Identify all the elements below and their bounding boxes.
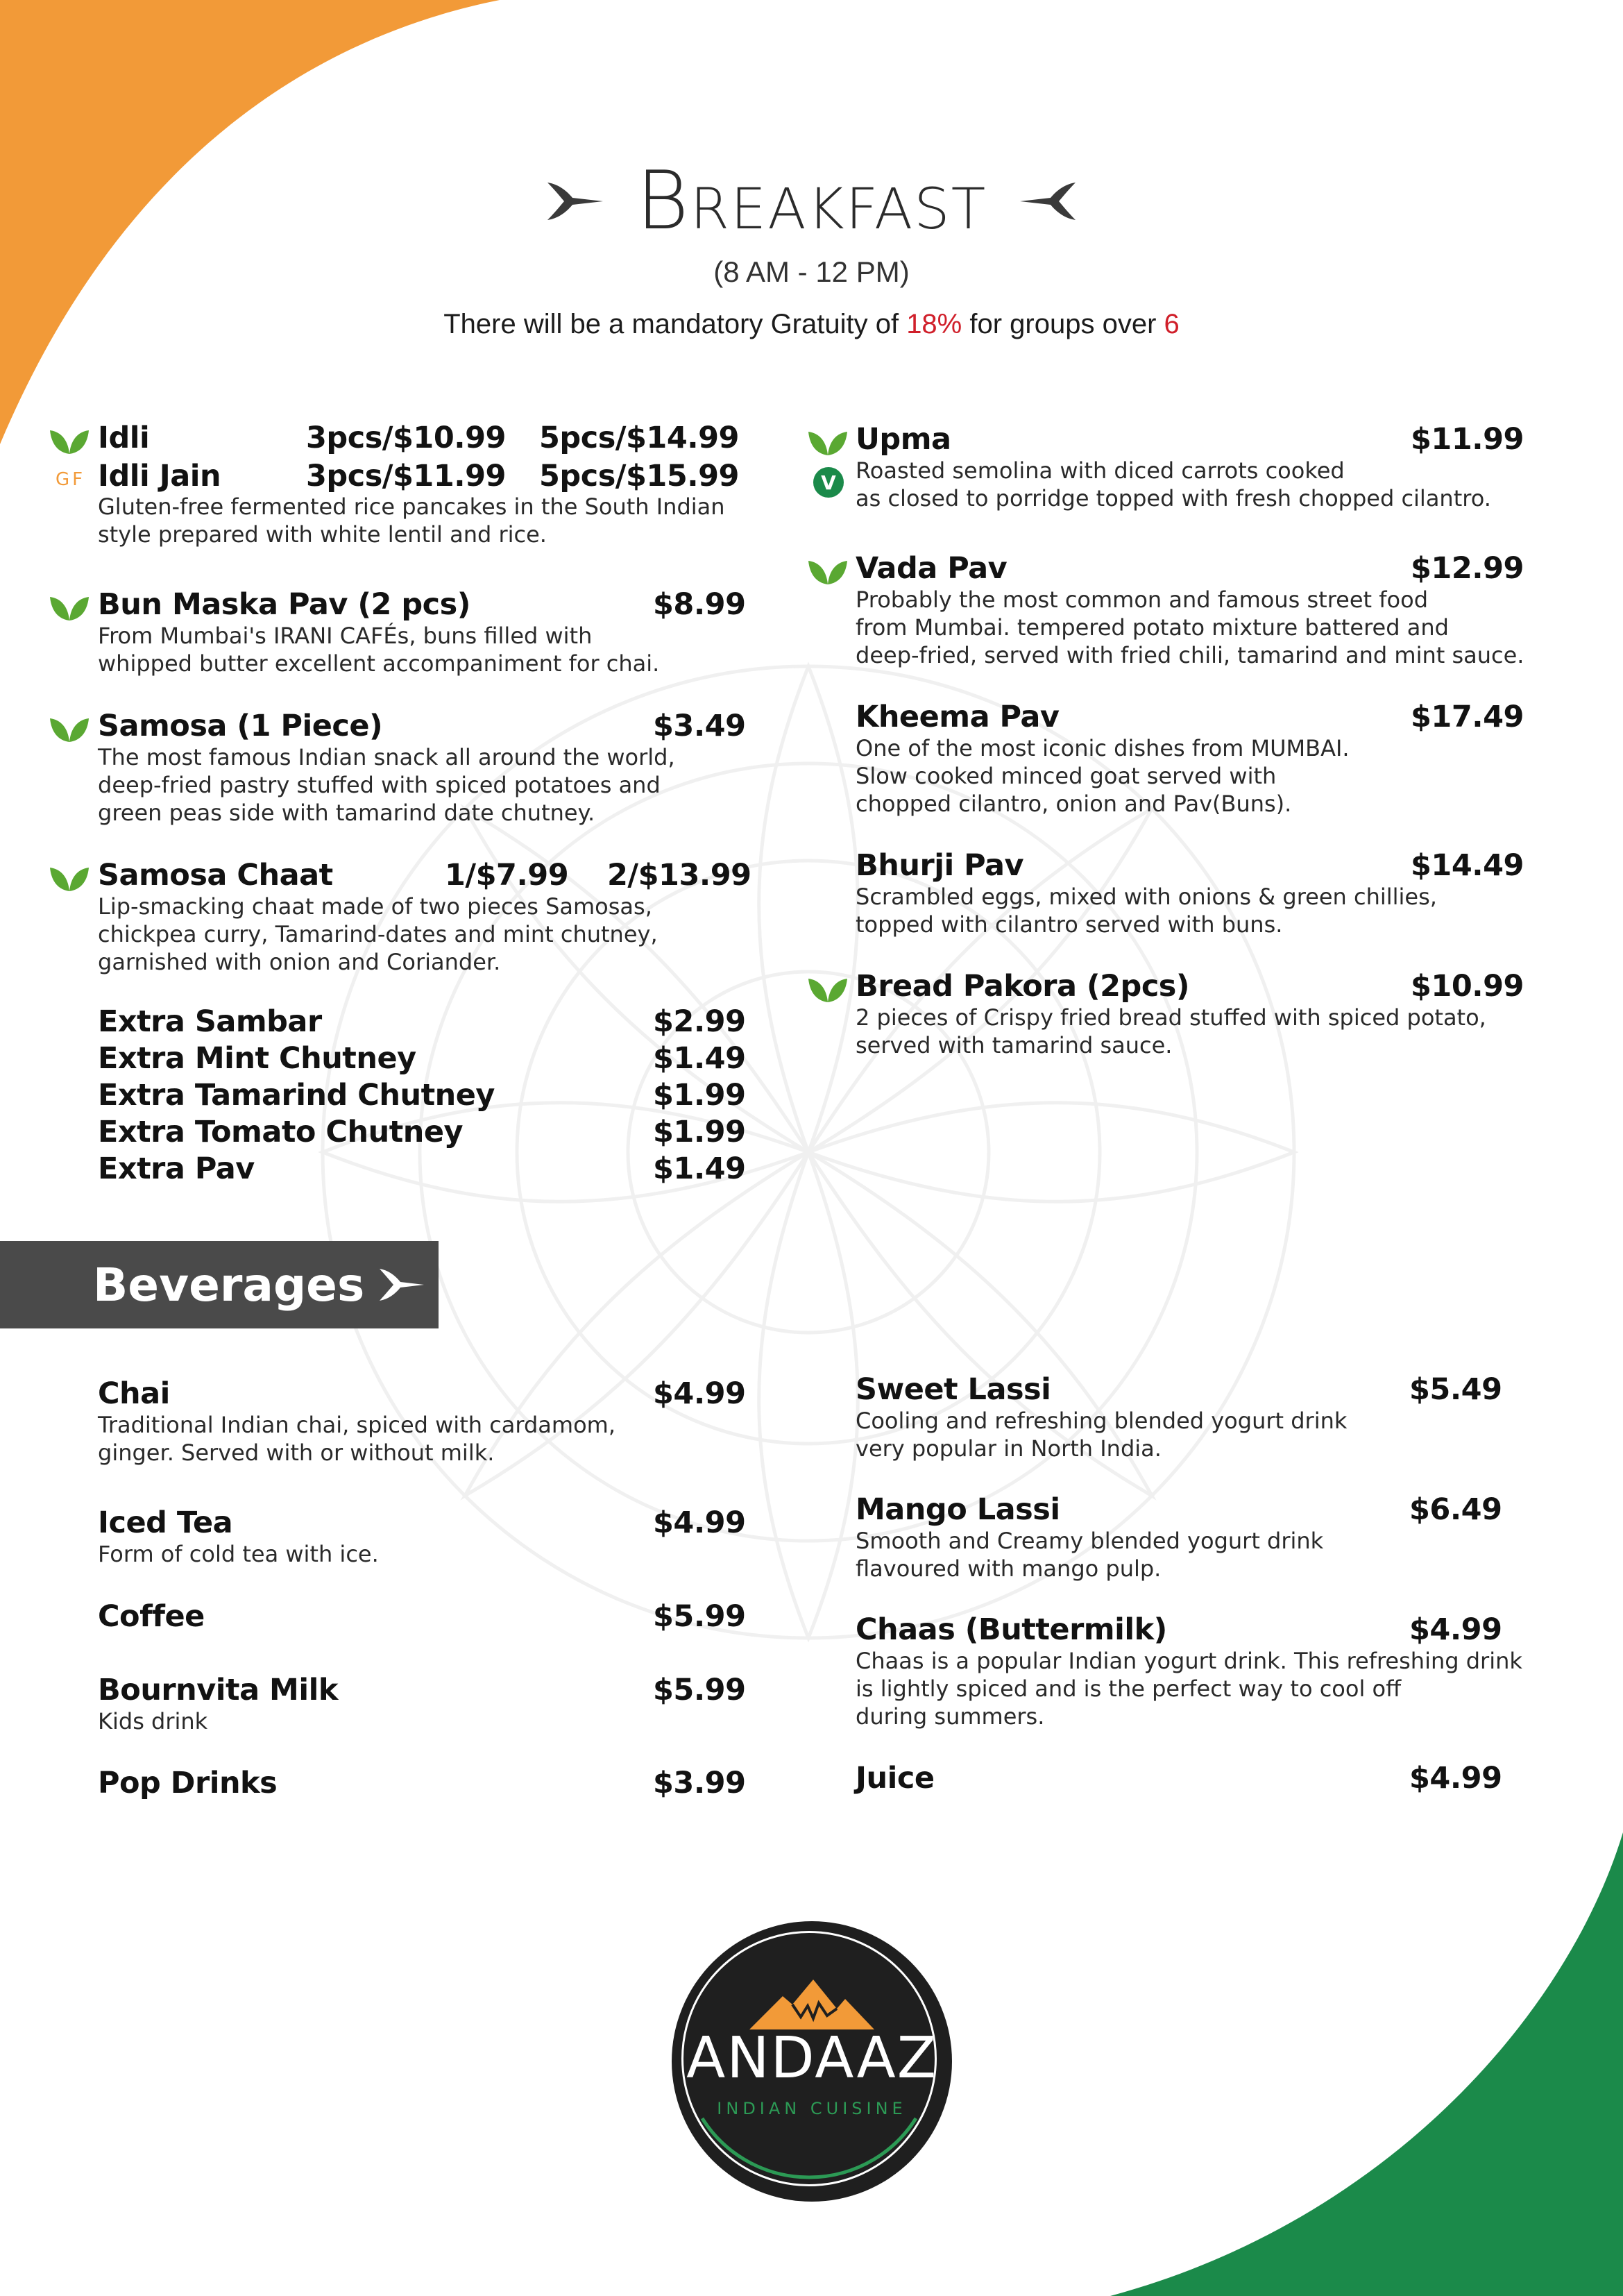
- item-description: chopped cilantro, onion and Pav(Buns).: [856, 791, 1292, 817]
- item-description: topped with cilantro served with buns.: [856, 911, 1283, 938]
- extra-item-name: Extra Pav: [98, 1151, 255, 1186]
- item-description: is lightly spiced and is the perfect way to cool off: [856, 1675, 1402, 1702]
- item-price: $4.99: [1409, 1612, 1502, 1647]
- item-description: during summers.: [856, 1703, 1045, 1730]
- item-name: Pop Drinks: [98, 1766, 278, 1800]
- gratuity-mid: for groups over: [962, 309, 1164, 339]
- item-name: Upma: [856, 422, 951, 457]
- item-name: Sweet Lassi: [856, 1372, 1051, 1407]
- item-price: $12.99: [1411, 551, 1524, 586]
- item-description: Gluten-free fermented rice pancakes in the South Indian: [98, 493, 725, 520]
- gratuity-prefix: There will be a mandatory Gratuity of: [443, 309, 907, 339]
- vegetarian-leaf-icon: [49, 862, 90, 893]
- item-description: Traditional Indian chai, spiced with cardamom,: [98, 1412, 615, 1438]
- item-price: 2/$13.99: [607, 858, 751, 893]
- item-price: $10.99: [1411, 969, 1524, 1004]
- item-description: deep-fried, served with fried chili, tamarind and mint sauce.: [856, 642, 1524, 668]
- hours: (8 AM - 12 PM): [713, 255, 910, 288]
- item-description: Probably the most common and famous street food: [856, 586, 1428, 613]
- item-description: flavoured with mango pulp.: [856, 1555, 1162, 1582]
- vegan-badge: V: [813, 467, 844, 498]
- item-description: garnished with onion and Coriander.: [98, 949, 501, 975]
- item-name: Iced Tea: [98, 1505, 233, 1540]
- item-name: Kheema Pav: [856, 700, 1060, 734]
- item-price: $5.49: [1409, 1372, 1502, 1407]
- item-name: Bread Pakora (2pcs): [856, 969, 1190, 1004]
- vegetarian-leaf-icon: [49, 713, 90, 743]
- item-description: style prepared with white lentil and rice.: [98, 521, 547, 548]
- item-price: $3.99: [653, 1766, 746, 1800]
- item-name: Bournvita Milk: [98, 1673, 338, 1707]
- extra-item-name: Extra Mint Chutney: [98, 1041, 416, 1076]
- item-price: $14.49: [1411, 848, 1524, 883]
- beverages-title: Beverages: [93, 1258, 365, 1312]
- item-price: $4.99: [653, 1505, 746, 1540]
- item-description: ginger. Served with or without milk.: [98, 1440, 495, 1466]
- gratuity-count: 6: [1164, 309, 1180, 339]
- item-description: whipped butter excellent accompaniment for chai.: [98, 650, 660, 677]
- item-price: $3.49: [653, 709, 746, 743]
- extra-item-price: $2.99: [653, 1004, 746, 1039]
- extra-item-name: Extra Tamarind Chutney: [98, 1078, 495, 1113]
- item-description: from Mumbai. tempered potato mixture battered and: [856, 614, 1449, 641]
- beverages-header: [0, 1241, 439, 1328]
- item-price: 5pcs/$14.99: [539, 421, 739, 455]
- vegetarian-leaf-icon: [807, 426, 849, 457]
- item-description: Smooth and Creamy blended yogurt drink: [856, 1528, 1324, 1554]
- left-ornament-icon: [545, 177, 604, 226]
- green-corner-wave: [1110, 1832, 1623, 2296]
- item-description: Chaas is a popular Indian yogurt drink. This refreshing drink: [856, 1648, 1522, 1674]
- item-description: Roasted semolina with diced carrots cooked: [856, 457, 1345, 484]
- gratuity-notice: [0, 309, 1623, 340]
- item-price: $6.49: [1409, 1492, 1502, 1527]
- item-description: Cooling and refreshing blended yogurt drink: [856, 1408, 1348, 1434]
- item-price: 1/$7.99: [445, 858, 569, 893]
- vegetarian-leaf-icon: [49, 425, 90, 455]
- item-name: Idli: [98, 421, 150, 455]
- logo-subtitle: INDIAN CUISINE: [717, 2099, 907, 2118]
- item-description: Kids drink: [98, 1708, 208, 1734]
- item-description: as closed to porridge topped with fresh chopped cilantro.: [856, 485, 1491, 512]
- item-name: Vada Pav: [856, 551, 1008, 586]
- item-price: $8.99: [653, 587, 746, 622]
- logo-green-arc: [681, 1931, 937, 2186]
- item-name: Samosa (1 Piece): [98, 709, 383, 743]
- ornament-icon: [377, 1264, 425, 1306]
- extra-item-price: $1.99: [653, 1078, 746, 1113]
- item-description: Scrambled eggs, mixed with onions & green chillies,: [856, 884, 1437, 910]
- item-description: served with tamarind sauce.: [856, 1032, 1173, 1058]
- item-price: 3pcs/$10.99: [306, 421, 506, 455]
- item-description: One of the most iconic dishes from MUMBAI.: [856, 735, 1350, 761]
- restaurant-logo: [672, 1921, 952, 2202]
- item-price: 5pcs/$15.99: [539, 459, 739, 493]
- item-description: deep-fried pastry stuffed with spiced potatoes and: [98, 772, 661, 798]
- item-name: Chaas (Buttermilk): [856, 1612, 1167, 1647]
- item-price: $4.99: [1409, 1761, 1502, 1796]
- item-description: chickpea curry, Tamarind-dates and mint chutney,: [98, 921, 658, 947]
- item-description: 2 pieces of Crispy fried bread stuffed with spiced potato,: [856, 1004, 1486, 1031]
- item-name: Bun Maska Pav (2 pcs): [98, 587, 470, 622]
- item-price: $11.99: [1411, 422, 1524, 457]
- item-description: Lip-smacking chaat made of two pieces Samosas,: [98, 893, 652, 920]
- item-description: green peas side with tamarind date chutney.: [98, 800, 595, 826]
- item-name: Chai: [98, 1376, 170, 1411]
- vegetarian-leaf-icon: [49, 591, 90, 622]
- item-description: The most famous Indian snack all around the world,: [98, 744, 675, 770]
- title-row: [0, 146, 1623, 257]
- item-name: Coffee: [98, 1599, 205, 1634]
- extra-item-name: Extra Tomato Chutney: [98, 1115, 464, 1149]
- extra-item-price: $1.49: [653, 1151, 746, 1186]
- extra-item-price: $1.49: [653, 1041, 746, 1076]
- item-description: Slow cooked minced goat served with: [856, 763, 1277, 789]
- item-price: $5.99: [653, 1599, 746, 1634]
- item-name: Bhurji Pav: [856, 848, 1024, 883]
- logo-name: ANDAAZ: [686, 2025, 937, 2091]
- item-name: Juice: [856, 1761, 935, 1796]
- item-price: $17.49: [1411, 700, 1524, 734]
- item-price: 3pcs/$11.99: [306, 459, 506, 493]
- item-price: $4.99: [653, 1376, 746, 1411]
- right-ornament-icon: [1019, 177, 1078, 226]
- gluten-free-badge: GF: [56, 469, 86, 490]
- gratuity-percent: 18%: [906, 309, 962, 339]
- item-name: Samosa Chaat: [98, 858, 333, 893]
- item-description: Form of cold tea with ice.: [98, 1541, 379, 1567]
- item-description: From Mumbai's IRANI CAFÉs, buns filled with: [98, 623, 593, 649]
- item-name: Idli Jain: [98, 459, 221, 493]
- vegetarian-leaf-icon: [807, 555, 849, 586]
- extra-item-price: $1.99: [653, 1115, 746, 1149]
- item-price: $5.99: [653, 1673, 746, 1707]
- item-description: very popular in North India.: [856, 1435, 1162, 1462]
- item-name: Mango Lassi: [856, 1492, 1060, 1527]
- page-title: Breakfast: [636, 154, 987, 248]
- extra-item-name: Extra Sambar: [98, 1004, 322, 1039]
- vegetarian-leaf-icon: [807, 973, 849, 1004]
